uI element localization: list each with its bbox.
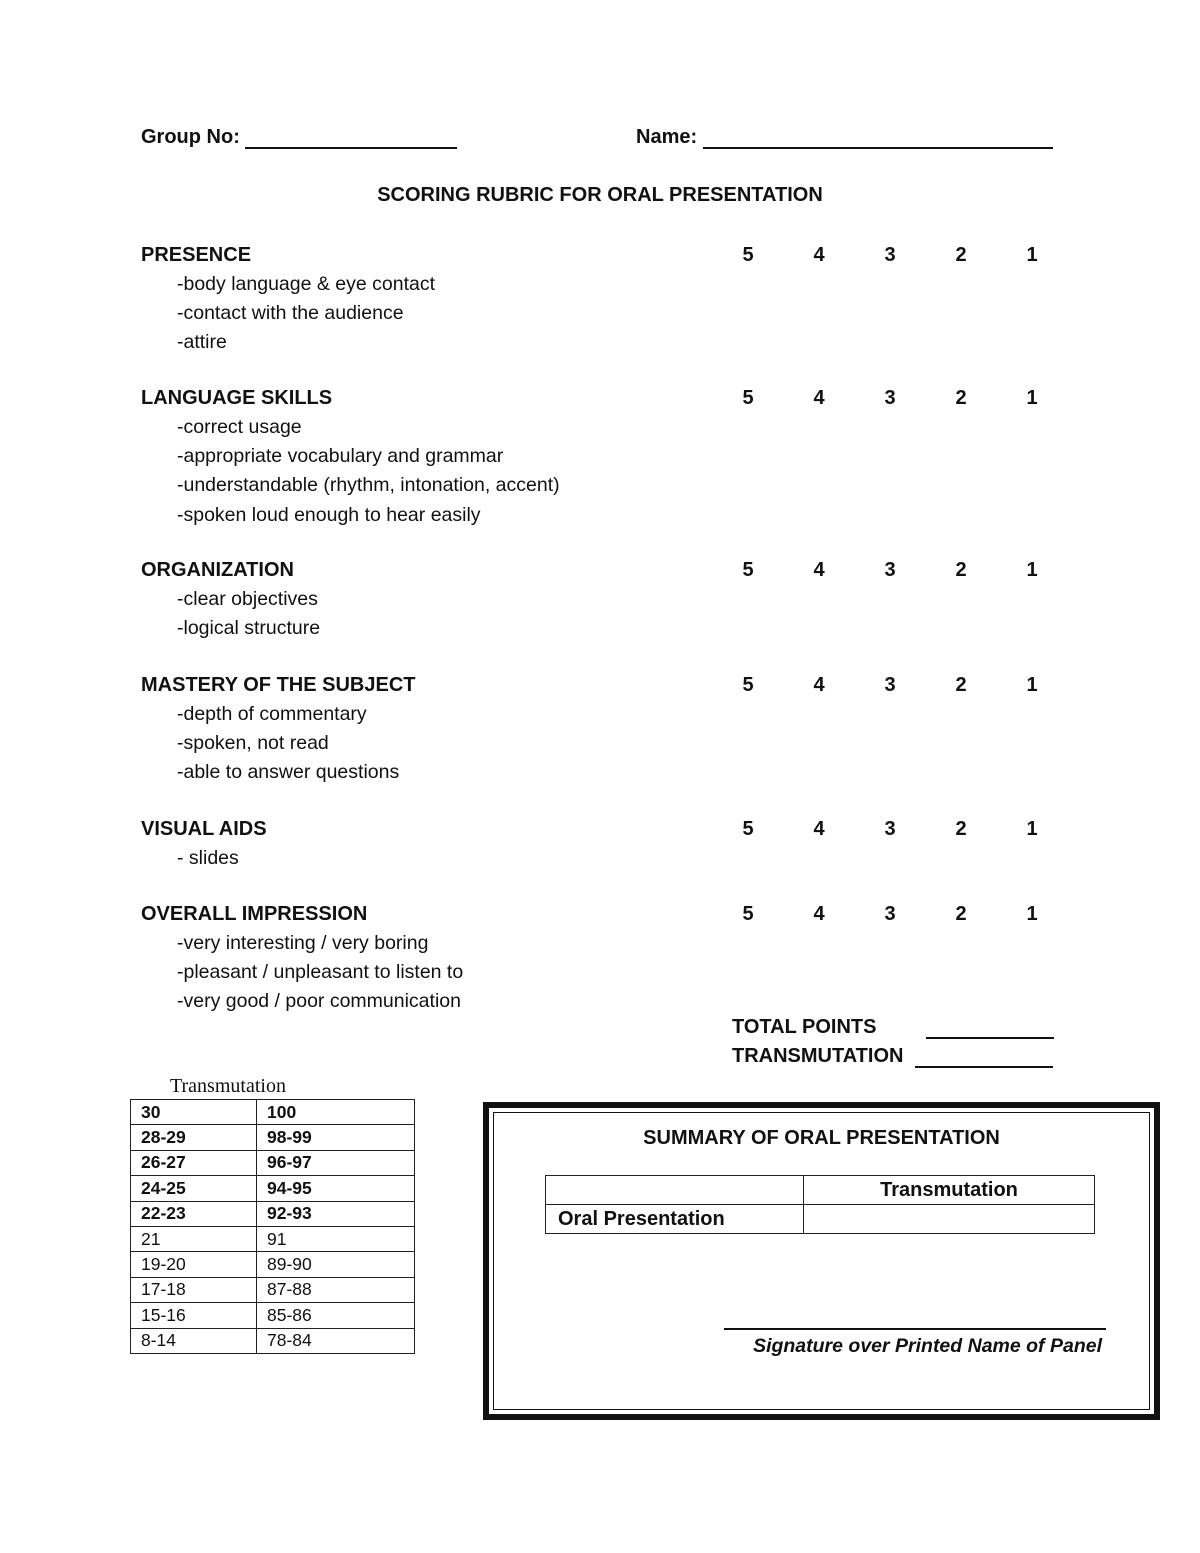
points-cell: 24-25 [131, 1176, 257, 1201]
criterion-item: -logical structure [177, 617, 321, 640]
points-cell: 19-20 [131, 1252, 257, 1277]
signature-line[interactable] [724, 1328, 1106, 1330]
criterion-item: -understandable (rhythm, intonation, accent) [177, 474, 560, 497]
table-row [131, 1201, 415, 1226]
criterion-item: -spoken loud enough to hear easily [177, 503, 481, 526]
grade-cell: 100 [257, 1100, 415, 1125]
score-option[interactable]: 4 [813, 244, 825, 266]
name-field[interactable] [636, 126, 1053, 149]
page-title: SCORING RUBRIC FOR ORAL PRESENTATION [377, 184, 823, 206]
score-option[interactable]: 5 [742, 559, 754, 581]
points-cell: 30 [131, 1100, 257, 1125]
score-option[interactable]: 4 [813, 559, 825, 581]
criterion-item: -spoken, not read [177, 732, 329, 755]
grade-cell: 85-86 [257, 1303, 415, 1328]
criterion-item: -pleasant / unpleasant to listen to [177, 961, 464, 984]
score-option[interactable]: 3 [884, 244, 896, 266]
criterion-item: -very interesting / very boring [177, 932, 429, 954]
score-option[interactable]: 5 [742, 674, 754, 696]
score-option[interactable]: 5 [742, 818, 754, 840]
score-option[interactable]: 1 [1026, 903, 1038, 925]
criterion-title: VISUAL AIDS [141, 818, 267, 840]
table-row [131, 1328, 415, 1353]
score-option[interactable]: 5 [742, 244, 754, 266]
points-cell: 8-14 [131, 1328, 257, 1353]
summary-transmutation-cell[interactable] [804, 1205, 1095, 1234]
score-option[interactable]: 3 [884, 387, 896, 409]
summary-table [545, 1175, 1095, 1234]
criterion-section [141, 384, 1061, 530]
score-option[interactable]: 3 [884, 903, 896, 925]
points-cell: 15-16 [131, 1303, 257, 1328]
grade-cell: 92-93 [257, 1201, 415, 1226]
score-option[interactable]: 4 [813, 387, 825, 409]
criterion-item: -contact with the audience [177, 302, 404, 325]
criterion-title: PRESENCE [141, 244, 252, 266]
score-option[interactable]: 5 [742, 387, 754, 409]
criterion-title: OVERALL IMPRESSION [141, 903, 368, 925]
score-option[interactable]: 3 [884, 818, 896, 840]
signature-caption: Signature over Printed Name of Panel [753, 1335, 1102, 1357]
score-option[interactable]: 1 [1026, 674, 1038, 696]
score-option[interactable]: 2 [955, 903, 967, 925]
total-points-blank[interactable] [926, 1021, 1054, 1039]
score-option[interactable]: 3 [884, 674, 896, 696]
grade-cell: 89-90 [257, 1252, 415, 1277]
score-option[interactable]: 1 [1026, 818, 1038, 840]
table-row [131, 1176, 415, 1201]
points-cell: 22-23 [131, 1201, 257, 1226]
criterion-title: MASTERY OF THE SUBJECT [141, 674, 416, 696]
score-option[interactable]: 1 [1026, 559, 1038, 581]
group-no-blank[interactable] [245, 129, 457, 149]
criterion-item: -clear objectives [177, 588, 318, 610]
table-row [131, 1125, 415, 1150]
grade-cell: 91 [257, 1226, 415, 1251]
total-points-label: TOTAL POINTS [732, 1016, 877, 1038]
criterion-section [141, 556, 1061, 643]
points-cell: 26-27 [131, 1150, 257, 1175]
transmutation-label: TRANSMUTATION [732, 1045, 904, 1067]
group-no-label: Group No: [141, 126, 240, 148]
grade-cell: 96-97 [257, 1150, 415, 1175]
criterion-item: -depth of commentary [177, 703, 367, 725]
total-points-row [732, 1016, 1054, 1039]
summary-header-empty-cell [546, 1176, 804, 1205]
summary-row-label: Oral Presentation [546, 1205, 804, 1234]
criterion-section [141, 815, 1061, 873]
points-cell: 17-18 [131, 1277, 257, 1302]
score-option[interactable]: 4 [813, 818, 825, 840]
criterion-item: -attire [177, 331, 227, 354]
grade-cell: 94-95 [257, 1176, 415, 1201]
transmutation-blank[interactable] [915, 1050, 1053, 1068]
summary-inner-border [493, 1112, 1150, 1410]
points-cell: 21 [131, 1226, 257, 1251]
score-option[interactable]: 1 [1026, 387, 1038, 409]
group-no-field[interactable] [141, 126, 457, 149]
table-row [131, 1100, 415, 1125]
criterion-section [141, 671, 1061, 788]
score-option[interactable]: 2 [955, 674, 967, 696]
score-option[interactable]: 4 [813, 903, 825, 925]
table-row [131, 1252, 415, 1277]
criterion-title: LANGUAGE SKILLS [141, 387, 333, 409]
summary-title: SUMMARY OF ORAL PRESENTATION [643, 1127, 1000, 1149]
criterion-item: - slides [177, 847, 239, 869]
grade-cell: 87-88 [257, 1277, 415, 1302]
name-blank[interactable] [703, 129, 1053, 149]
transmutation-row [732, 1045, 1053, 1068]
criterion-item: -body language & eye contact [177, 273, 436, 295]
table-row [131, 1277, 415, 1302]
transmutation-table [130, 1099, 415, 1354]
score-option[interactable]: 1 [1026, 244, 1038, 266]
summary-column-header: Transmutation [804, 1176, 1095, 1205]
table-row [131, 1303, 415, 1328]
grade-cell: 78-84 [257, 1328, 415, 1353]
score-option[interactable]: 3 [884, 559, 896, 581]
transmutation-caption: Transmutation [170, 1075, 286, 1097]
score-option[interactable]: 2 [955, 387, 967, 409]
score-option[interactable]: 5 [742, 903, 754, 925]
name-label: Name: [636, 126, 698, 148]
score-option[interactable]: 2 [955, 244, 967, 266]
score-option[interactable]: 2 [955, 818, 967, 840]
table-row [131, 1150, 415, 1175]
criterion-item: -able to answer questions [177, 761, 400, 784]
score-option[interactable]: 2 [955, 559, 967, 581]
criterion-section [141, 241, 1061, 358]
criterion-title: ORGANIZATION [141, 559, 294, 581]
criterion-section [141, 900, 1061, 1017]
summary-box [483, 1102, 1160, 1420]
criterion-item: -appropriate vocabulary and grammar [177, 445, 504, 468]
criterion-item: -very good / poor communication [177, 990, 461, 1013]
points-cell: 28-29 [131, 1125, 257, 1150]
score-option[interactable]: 4 [813, 674, 825, 696]
criterion-item: -correct usage [177, 416, 302, 438]
grade-cell: 98-99 [257, 1125, 415, 1150]
table-row [131, 1226, 415, 1251]
